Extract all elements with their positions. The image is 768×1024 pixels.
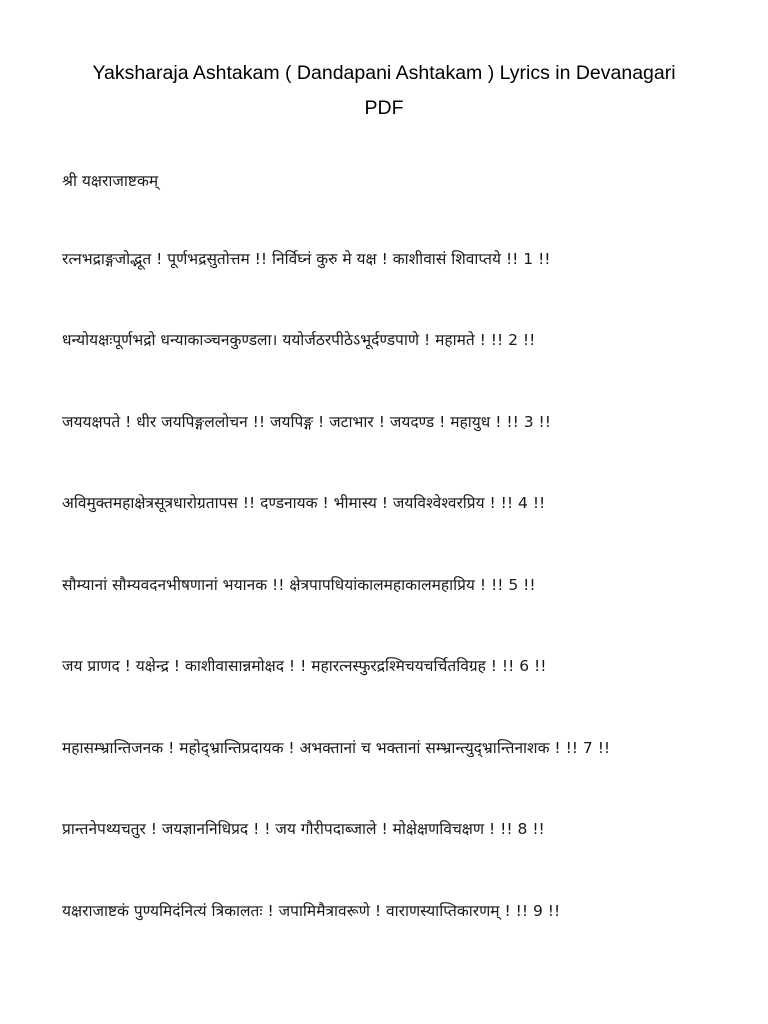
document-title-line-1: Yaksharaja Ashtakam ( Dandapani Ashtakam ) Lyrics in Devanagari xyxy=(92,62,676,84)
verse-6: जय प्राणद ! यक्षेन्द्र ! काशीवासान्नमोक्षद ! ! महारत्नस्फुरद्रश्मिचयचर्चितविग्रह ! !! 6 !! xyxy=(62,657,547,675)
verse-1: रत्नभद्राङ्गजोद्भूत ! पूर्णभद्रसुतोत्तम !! निर्विघ्नं कुरु मे यक्ष ! काशीवासं शिवाप्तये !! 1 !! xyxy=(62,250,551,268)
verse-5: सौम्यानां सौम्यवदनभीषणानां भयानक !! क्षेत्रपापधियांकालमहाकालमहाप्रिय ! !! 5 !! xyxy=(62,576,536,594)
verse-3: जययक्षपते ! धीर जयपिङ्गललोचन !! जयपिङ्ग ! जटाभार ! जयदण्ड ! महायुध ! !! 3 !! xyxy=(62,413,551,431)
verse-4: अविमुक्तमहाक्षेत्रसूत्रधारोग्रतापस !! दण्डनायक ! भीमास्य ! जयविश्वेश्वरप्रिय ! !! 4 !! xyxy=(62,494,546,512)
verse-8: प्रान्तनेपथ्यचतुर ! जयज्ञाननिधिप्रद ! ! जय गौरीपदाब्जाले ! मोक्षेक्षणविचक्षण ! !! 8 !! xyxy=(62,820,545,838)
document-title-line-2: PDF xyxy=(364,97,404,119)
stotra-heading: श्री यक्षराजाष्टकम् xyxy=(62,172,159,190)
verse-2: धन्योयक्षःपूर्णभद्रो धन्याकाञ्चनकुण्डला। ययोर्जठरपीठेऽभूर्दण्डपाणे ! महामते ! !! 2 !! xyxy=(62,331,536,349)
verse-9: यक्षराजाष्टकं पुण्यमिदंनित्यं त्रिकालतः ! जपामिमैत्रावरूणे ! वाराणस्याप्तिकारणम् ! !! 9 !! xyxy=(62,902,561,920)
verse-7: महासम्भ्रान्तिजनक ! महोद्भ्रान्तिप्रदायक ! अभक्तानां च भक्तानां सम्भ्रान्त्युद्भ्रान्तिनाशक ! !! 7 !! xyxy=(62,739,611,757)
